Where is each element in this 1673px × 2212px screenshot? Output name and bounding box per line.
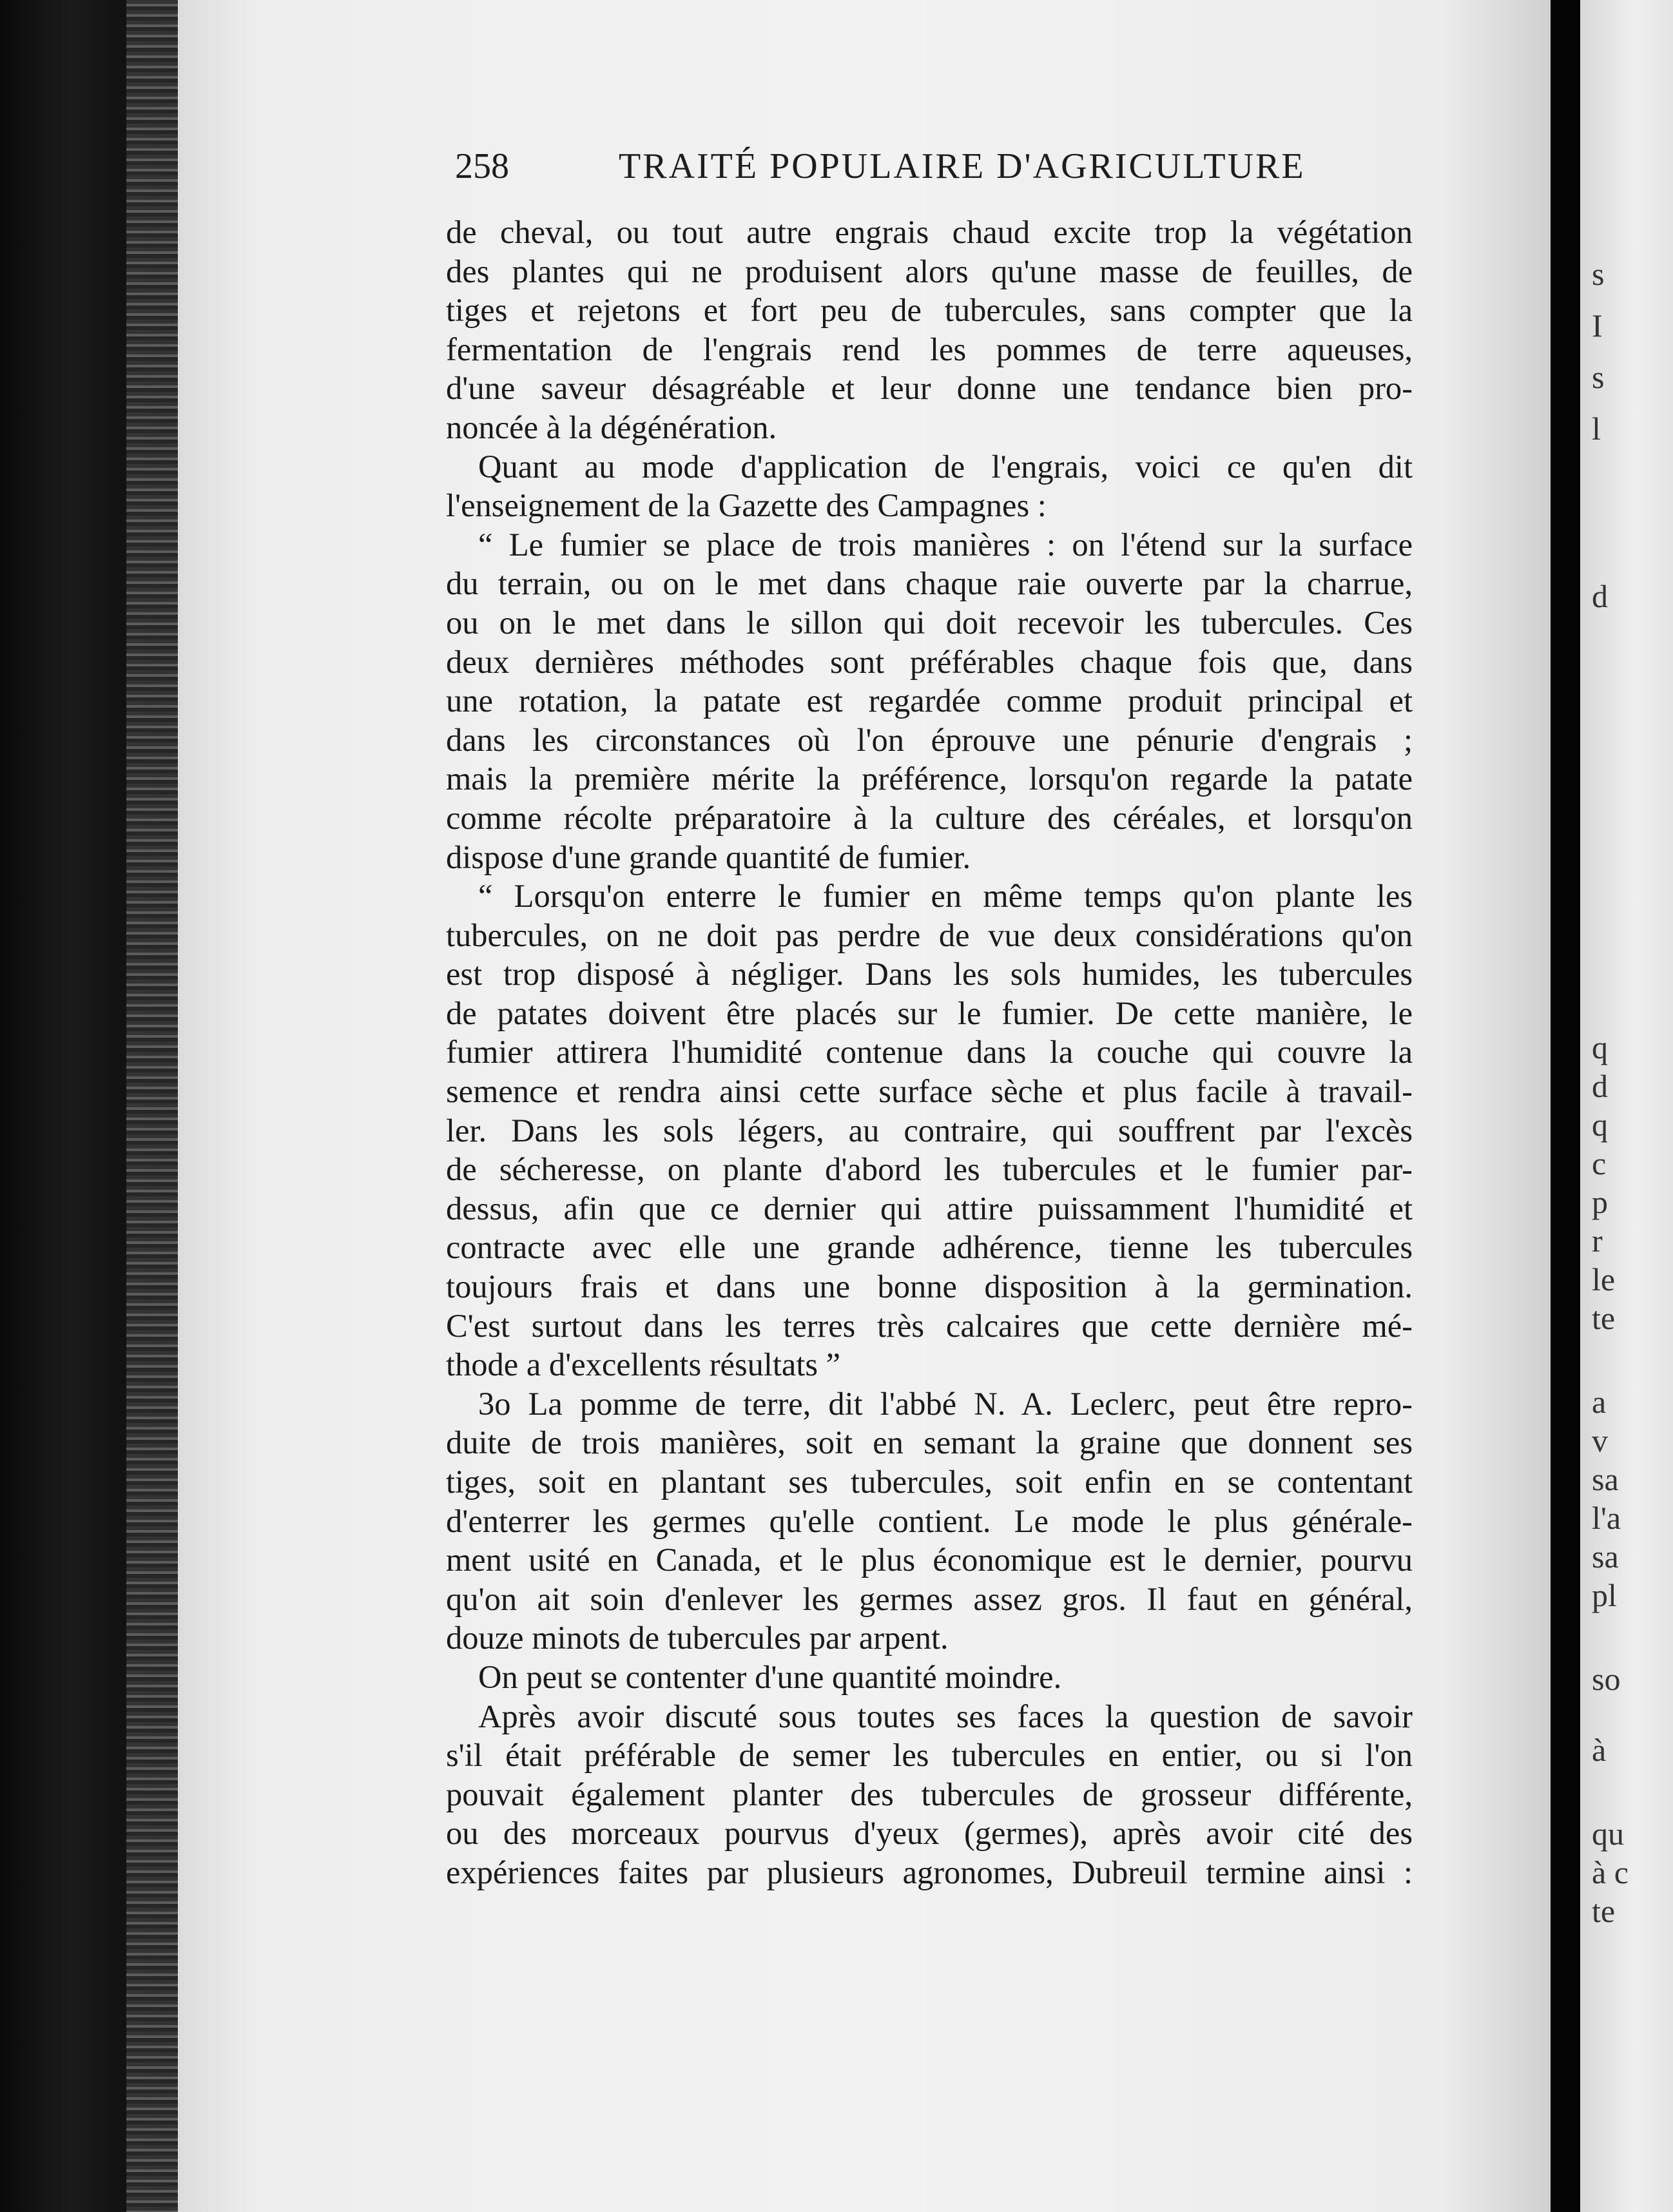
adjacent-page-edge: [1580, 0, 1673, 2212]
text-line: 3o La pomme de terre, dit l'abbé N. A. Leclerc, peut être repro-: [478, 1385, 1413, 1422]
text-line: On peut se contenter d'une quantité moindre.: [478, 1658, 1062, 1695]
text-line: s'il était préférable de semer les tubercules en entier, ou si l'on: [446, 1737, 1413, 1774]
text-line: thode a d'excellents résultats ”: [446, 1346, 841, 1383]
text-line: contracte avec elle une grande adhérence, tienne les tubercules: [446, 1229, 1413, 1266]
text-line: mais la première mérite la préférence, lorsqu'on regarde la patate: [446, 761, 1413, 797]
text-line: tiges, soit en plantant ses tubercules, soit enfin en se contentant: [446, 1464, 1413, 1500]
text-line: d'enterrer les germes qu'elle contient. Le mode le plus générale-: [446, 1502, 1413, 1539]
adjacent-page-fragment: s: [1592, 359, 1605, 395]
text-line: est trop disposé à négliger. Dans les sols humides, les tubercules: [446, 956, 1413, 993]
text-line: ler. Dans les sols légers, au contraire, qui souffrent par l'excès: [446, 1112, 1413, 1149]
adjacent-page-fragment: qu: [1592, 1816, 1624, 1852]
adjacent-page-fragment: à: [1592, 1732, 1607, 1768]
body-text: [446, 213, 1413, 1892]
text-line: Quant au mode d'application de l'engrais, voici ce qu'en dit: [478, 448, 1413, 485]
running-head: [0, 146, 1673, 191]
adjacent-page-fragment: v: [1592, 1422, 1608, 1459]
adjacent-page-fragment: r: [1592, 1223, 1603, 1259]
adjacent-page-fragment: so: [1592, 1661, 1621, 1697]
text-line: qu'on ait soin d'enlever les germes assez gros. Il faut en général,: [446, 1580, 1413, 1617]
adjacent-page-fragment: a: [1592, 1384, 1607, 1420]
text-line: de cheval, ou tout autre engrais chaud excite trop la végétation: [446, 214, 1413, 250]
text-line: ment usité en Canada, et le plus économique est le dernier, pourvu: [446, 1542, 1413, 1578]
adjacent-page-fragment: l: [1592, 411, 1601, 447]
adjacent-page-fragment: te: [1592, 1300, 1616, 1336]
text-line: fermentation de l'engrais rend les pommes de terre aqueuses,: [446, 331, 1413, 367]
text-line: de patates doivent être placés sur le fumier. De cette manière, le: [446, 994, 1413, 1031]
text-line: “ Le fumier se place de trois manières : on l'étend sur la surface: [478, 526, 1413, 563]
adjacent-page-fragment: d: [1592, 578, 1608, 614]
adjacent-page-fragment: à c: [1592, 1854, 1629, 1890]
book-binding: [126, 0, 178, 2212]
text-line: “ Lorsqu'on enterre le fumier en même temps qu'on plante les: [478, 878, 1413, 915]
text-line: noncée à la dégénération.: [446, 409, 777, 445]
adjacent-page-fragment: sa: [1592, 1461, 1619, 1497]
text-line: expériences faites par plusieurs agronomes, Dubreuil termine ainsi :: [446, 1854, 1413, 1890]
adjacent-page-fragment: q: [1592, 1029, 1608, 1065]
adjacent-page-fragment: I: [1592, 307, 1603, 344]
text-line: C'est surtout dans les terres très calcaires que cette dernière mé-: [446, 1307, 1413, 1344]
adjacent-page-fragment: d: [1592, 1068, 1608, 1104]
running-title: TRAITÉ POPULAIRE D'AGRICULTURE: [619, 146, 1306, 186]
text-line: l'enseignement de la Gazette des Campagnes :: [446, 487, 1047, 524]
text-line: tubercules, on ne doit pas perdre de vue deux considérations qu'on: [446, 917, 1413, 953]
text-line: dessus, afin que ce dernier qui attire puissamment l'humidité et: [446, 1190, 1413, 1227]
text-line: comme récolte préparatoire à la culture des céréales, et lorsqu'on: [446, 799, 1413, 836]
text-line: Après avoir discuté sous toutes ses faces la question de savoir: [478, 1698, 1413, 1734]
adjacent-page-fragment: p: [1592, 1184, 1608, 1220]
page-gutter: [1551, 0, 1580, 2212]
adjacent-page-fragment: pl: [1592, 1577, 1617, 1613]
text-line: dispose d'une grande quantité de fumier.: [446, 839, 971, 875]
adjacent-page-fragment: sa: [1592, 1538, 1619, 1575]
text-line: des plantes qui ne produisent alors qu'une masse de feuilles, de: [446, 253, 1413, 289]
text-line: toujours frais et dans une bonne disposition à la germination.: [446, 1268, 1413, 1305]
text-line: tiges et rejetons et fort peu de tubercules, sans compter que la: [446, 292, 1413, 329]
page-number: 258: [455, 146, 509, 186]
text-line: ou on le met dans le sillon qui doit recevoir les tubercules. Ces: [446, 604, 1413, 641]
text-line: du terrain, ou on le met dans chaque raie ouverte par la charrue,: [446, 565, 1413, 602]
text-line: de sécheresse, on plante d'abord les tubercules et le fumier par-: [446, 1151, 1413, 1188]
text-line: fumier attirera l'humidité contenue dans la couche qui couvre la: [446, 1034, 1413, 1071]
text-line: pouvait également planter des tubercules de grosseur différente,: [446, 1776, 1413, 1812]
adjacent-page-fragment: te: [1592, 1893, 1616, 1929]
text-line: ou des morceaux pourvus d'yeux (germes), après avoir cité des: [446, 1815, 1413, 1852]
adjacent-page-fragment: le: [1592, 1261, 1616, 1297]
text-line: dans les circonstances où l'on éprouve une pénurie d'engrais ;: [446, 721, 1413, 758]
text-line: d'une saveur désagréable et leur donne une tendance bien pro-: [446, 370, 1413, 407]
adjacent-page-fragment: s: [1592, 256, 1605, 292]
adjacent-page-fragment: q: [1592, 1107, 1608, 1143]
adjacent-page-fragment: l'a: [1592, 1500, 1621, 1536]
text-line: deux dernières méthodes sont préférables chaque fois que, dans: [446, 643, 1413, 680]
adjacent-page-fragment: c: [1592, 1145, 1607, 1181]
text-line: semence et rendra ainsi cette surface sèche et plus facile à travail-: [446, 1073, 1413, 1110]
text-line: une rotation, la patate est regardée comme produit principal et: [446, 683, 1413, 719]
text-line: duite de trois manières, soit en semant la graine que donnent ses: [446, 1424, 1413, 1461]
text-line: douze minots de tubercules par arpent.: [446, 1620, 949, 1656]
